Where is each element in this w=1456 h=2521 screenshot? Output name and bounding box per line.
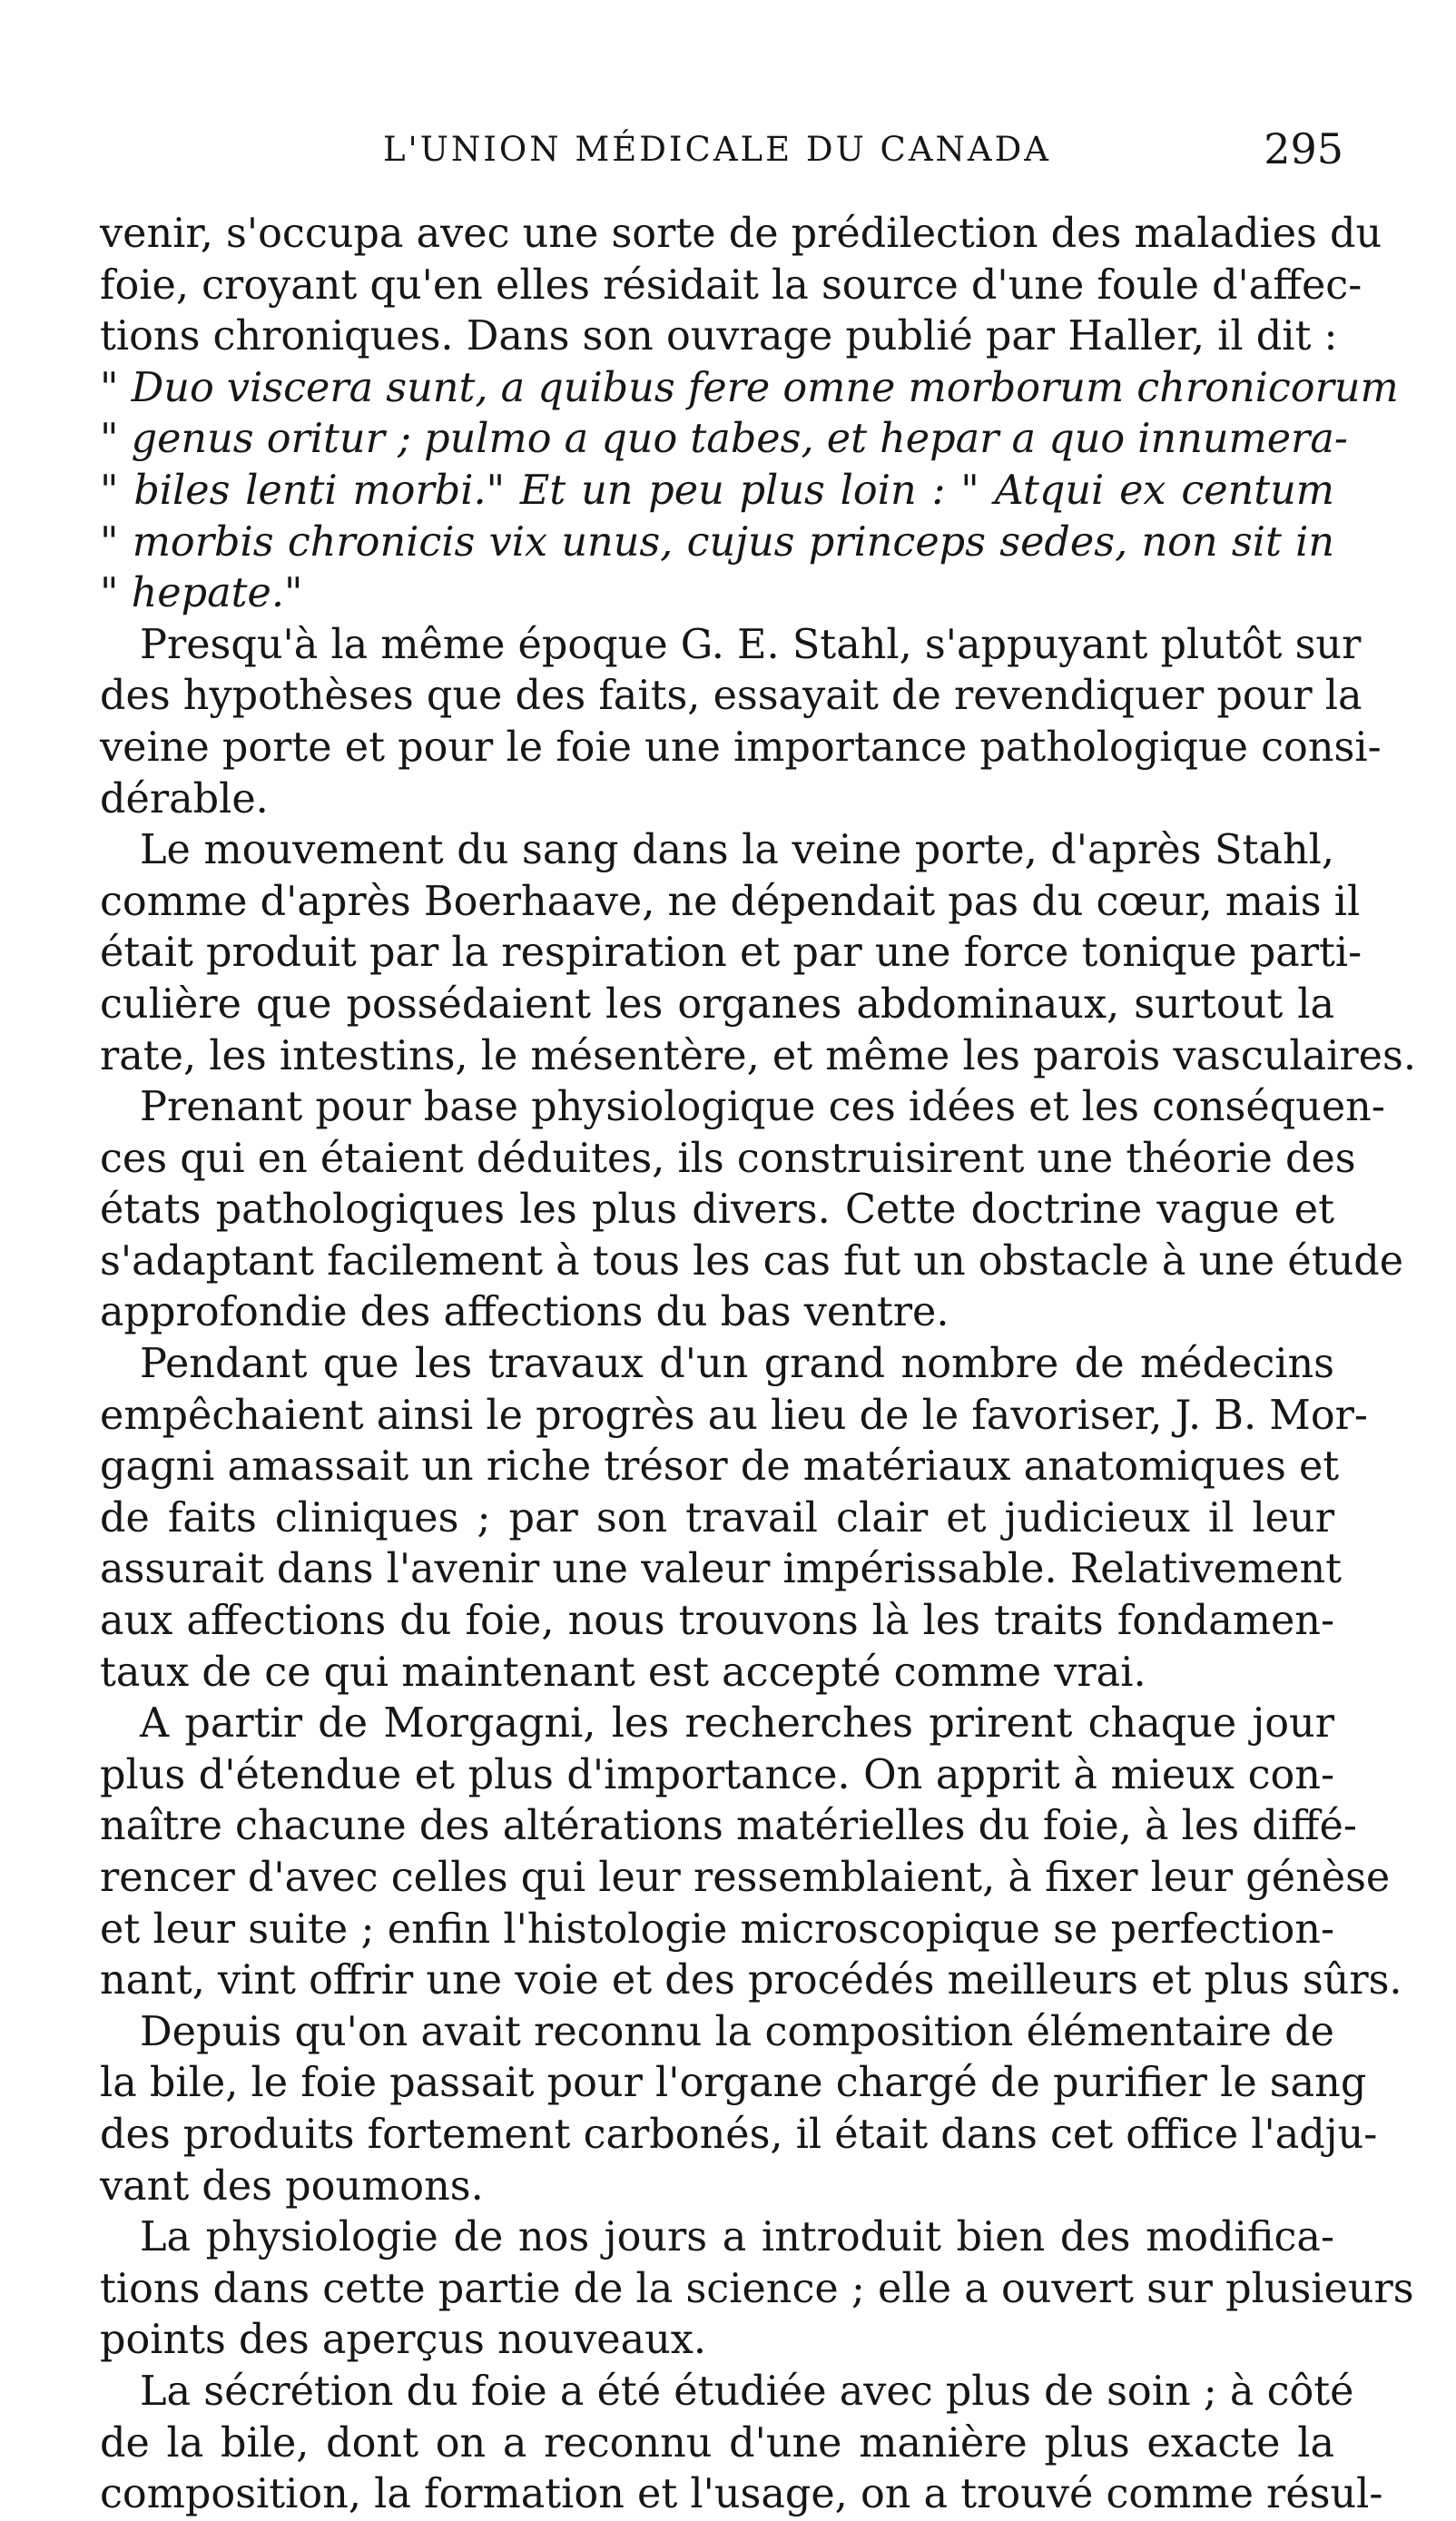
latin-quote-line: [100, 517, 1334, 569]
text-line: plus d'étendue et plus d'importance. On apprit à mieux con-: [100, 1751, 1334, 1798]
text-line: composition, la formation et l'usage, on a trouvé comme résul-: [100, 2471, 1383, 2518]
text-line: venir, s'occupa avec une sorte de prédilection des maladies du: [100, 211, 1382, 257]
text-line: de faits cliniques ; par son travail clair et judicieux il leur: [100, 1494, 1334, 1541]
text-line: comme d'après Boerhaave, ne dépendait pas du cœur, mais il: [100, 878, 1361, 925]
latin-quote-line: [100, 363, 1399, 415]
text-line: ces qui en étaient déduites, ils construisirent une théorie des: [100, 1135, 1356, 1182]
paragraph-start-line: Le mouvement du sang dans la veine porte, d'après Stahl,: [140, 827, 1334, 874]
latin-quote-text: " hepate.": [100, 570, 303, 617]
latin-quote-text: " morbis chronicis vix unus, cujus princeps sedes, non sit in: [100, 518, 1334, 566]
latin-quote-line: [100, 568, 1334, 620]
text-line: s'adaptant facilement à tous les cas fut un obstacle à une étude: [100, 1237, 1404, 1285]
paragraph-start-line: La sécrétion du foie a été étudiée avec plus de soin ; à côté: [140, 2368, 1354, 2415]
paragraph-start-line: Pendant que les travaux d'un grand nombre de médecins: [140, 1341, 1334, 1388]
paragraph-start-line: La physiologie de nos jours a introduit bien des modifica-: [140, 2214, 1334, 2261]
text-line: des hypothèses que des faits, essayait de revendiquer pour la: [100, 673, 1363, 720]
text-line: culière que possédaient les organes abdominaux, surtout la: [100, 980, 1334, 1028]
text-line: et leur suite ; enfin l'histologie microscopique se perfection-: [100, 1906, 1334, 1953]
running-head: [91, 124, 1343, 184]
text-line: foie, croyant qu'en elles résidait la source d'une foule d'affec-: [100, 261, 1363, 309]
text-line: gagni amassait un riche trésor de matériaux anatomiques et: [100, 1443, 1340, 1491]
text-line: assurait dans l'avenir une valeur impérissable. Relativement: [100, 1546, 1343, 1593]
text-line: était produit par la respiration et par une force tonique parti-: [100, 930, 1363, 977]
text-line: de la bile, dont on a reconnu d'une manière plus exacte la: [100, 2419, 1334, 2467]
latin-quote-text: " biles lenti morbi." Et un peu plus loin : " Atqui ex centum: [100, 467, 1334, 514]
text-line: des produits fortement carbonés, il était dans cet office l'adju-: [100, 2111, 1378, 2158]
text-line: tions dans cette partie de la science ; elle a ouvert sur plusieurs: [100, 2265, 1414, 2312]
journal-title: L'UNION MÉDICALE DU CANADA: [382, 130, 1052, 169]
body-text: [100, 209, 1416, 2521]
text-line: nant, vint offrir une voie et des procédés meilleurs et plus sûrs.: [100, 1957, 1402, 2004]
text-line: la bile, le foie passait pour l'organe chargé de purifier le sang: [100, 2060, 1367, 2107]
paragraph-start-line: Depuis qu'on avait reconnu la composition élémentaire de: [140, 2008, 1334, 2055]
paragraph-start-line: Prenant pour base physiologique ces idées et les conséquen-: [140, 1084, 1385, 1131]
latin-quote-text: " Duo viscera sunt, a quibus fere omne morborum chronicorum: [100, 364, 1399, 411]
paragraph-start-line: Presqu'à la même époque G. E. Stahl, s'appuyant plutôt sur: [140, 621, 1362, 668]
text-line: aux affections du foie, nous trouvons là les traits fondamen-: [100, 1598, 1334, 1645]
text-line: naître chacune des altérations matérielles du foie, à les diffé-: [100, 1803, 1357, 1850]
text-line: rencer d'avec celles qui leur ressemblaient, à fixer leur génèse: [100, 1855, 1391, 1901]
text-line: taux de ce qui maintenant est accepté comme vrai.: [100, 1649, 1146, 1696]
latin-quote-line: [100, 466, 1334, 517]
text-line: veine porte et pour le foie une importance pathologique consi-: [100, 724, 1382, 771]
latin-quote-text: " genus oritur ; pulmo a quo tabes, et hepar a quo innumera-: [100, 416, 1348, 463]
text-line: vant des poumons.: [100, 2162, 484, 2210]
page-number: 295: [1264, 124, 1343, 173]
text-line: dérable.: [100, 775, 269, 822]
paragraph-start-line: A partir de Morgagni, les recherches prirent chaque jour: [140, 1700, 1334, 1748]
text-line: approfondie des affections du bas ventre.: [100, 1289, 949, 1336]
text-line: points des aperçus nouveaux.: [100, 2317, 707, 2364]
text-line: tions chroniques. Dans son ouvrage publié par Haller, il dit :: [100, 313, 1338, 360]
text-line: empêchaient ainsi le progrès au lieu de le favoriser, J. B. Mor-: [100, 1392, 1368, 1439]
latin-quote-line: [100, 414, 1348, 466]
text-line: rate, les intestins, le mésentère, et même les parois vasculaires.: [100, 1032, 1416, 1079]
text-line: états pathologiques les plus divers. Cette doctrine vague et: [100, 1187, 1334, 1234]
